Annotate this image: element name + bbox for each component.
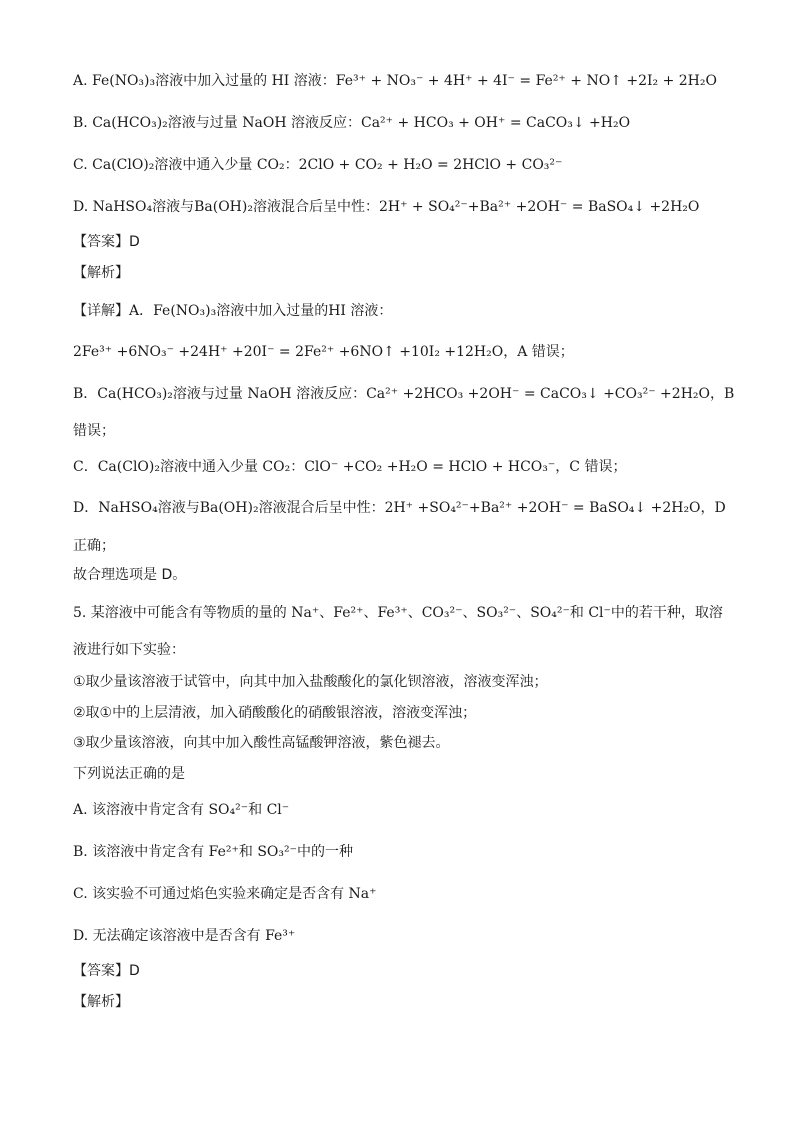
detail-d-line: D．NaHSO₄溶液与Ba(OH)₂溶液混合后呈中性：2H⁺ +SO₄²⁻+Ba²⁺ +2OH⁻ = BaSO₄↓ +2H₂O，D <box>73 500 726 516</box>
question-5-stem: 5. 某溶液中可能含有等物质的量的 Na⁺、Fe²⁺、Fe³⁺、CO₃²⁻、SO₃²⁻、SO₄²⁻和 Cl⁻中的若干种，取溶 <box>73 605 723 621</box>
experiment-step-2: ②取①中的上层清液，加入硝酸酸化的硝酸银溶液，溶液变浑浊； <box>73 705 477 721</box>
experiment-step-3: ③取少量该溶液，向其中加入酸性高锰酸钾溶液，紫色褪去。 <box>73 735 450 751</box>
option-b-line: B. Ca(HCO₃)₂溶液与过量 NaOH 溶液反应：Ca²⁺ + HCO₃ + OH⁺ = CaCO₃↓ +H₂O <box>73 115 631 131</box>
q5-answer-label: 【答案】D <box>73 963 140 979</box>
detail-a-heading: 【详解】A．Fe(NO₃)₃溶液中加入过量的HI 溶液： <box>73 303 393 319</box>
detail-d-continued: 正确； <box>73 538 115 554</box>
q5-analysis-label: 【解析】 <box>73 994 129 1010</box>
question-5-stem-continued: 液进行如下实验： <box>73 642 185 658</box>
q5-option-b: B. 该溶液中肯定含有 Fe²⁺和 SO₃²⁻中的一种 <box>73 844 354 860</box>
question-5-prompt: 下列说法正确的是 <box>73 766 185 782</box>
detail-a-equation: 2Fe³⁺ +6NO₃⁻ +24H⁺ +20I⁻ = 2Fe²⁺ +6NO↑ +10I₂ +12H₂O，A 错误； <box>73 344 574 360</box>
option-d-line: D. NaHSO₄溶液与Ba(OH)₂溶液混合后呈中性：2H⁺ + SO₄²⁻+Ba²⁺ +2OH⁻ = BaSO₄↓ +2H₂O <box>73 199 700 215</box>
q5-option-a: A. 该溶液中肯定含有 SO₄²⁻和 Cl⁻ <box>73 802 290 818</box>
detail-c-line: C．Ca(ClO)₂溶液中通入少量 CO₂：ClO⁻ +CO₂ +H₂O = HClO + HCO₃⁻，C 错误； <box>73 459 627 475</box>
conclusion-line: 故合理选项是 D。 <box>73 567 187 583</box>
detail-b-continued: 错误； <box>73 423 115 439</box>
experiment-step-1: ①取少量该溶液于试管中，向其中加入盐酸酸化的氯化钡溶液，溶液变浑浊； <box>73 674 548 690</box>
option-c-line: C. Ca(ClO)₂溶液中通入少量 CO₂：2ClO + CO₂ + H₂O = 2HClO + CO₃²⁻ <box>73 157 563 173</box>
answer-label: 【答案】D <box>73 234 140 250</box>
analysis-label: 【解析】 <box>73 265 129 281</box>
option-a-line: A. Fe(NO₃)₃溶液中加入过量的 HI 溶液：Fe³⁺ + NO₃⁻ + 4H⁺ + 4I⁻ = Fe²⁺ + NO↑ +2I₂ + 2H₂O <box>73 73 717 89</box>
q5-option-d: D. 无法确定该溶液中是否含有 Fe³⁺ <box>73 928 296 944</box>
detail-b-line: B．Ca(HCO₃)₂溶液与过量 NaOH 溶液反应：Ca²⁺ +2HCO₃ +2OH⁻ = CaCO₃↓ +CO₃²⁻ +2H₂O，B <box>73 386 735 402</box>
q5-option-c: C. 该实验不可通过焰色实验来确定是否含有 Na⁺ <box>73 886 377 902</box>
